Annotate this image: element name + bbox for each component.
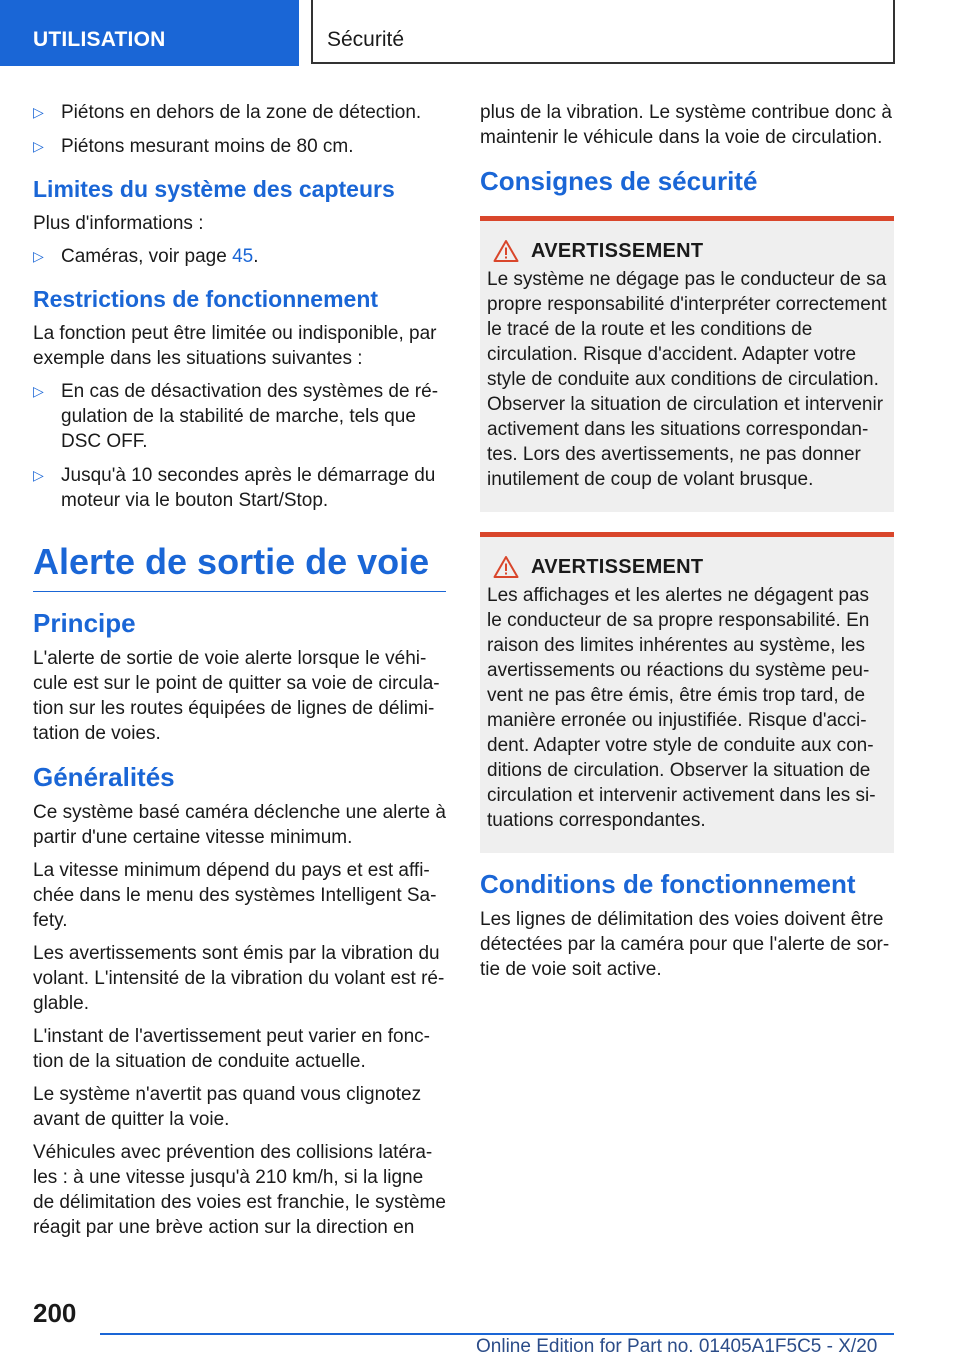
warning-box bbox=[480, 532, 894, 853]
heading-principle: Principe bbox=[33, 608, 136, 638]
conditions-text: Les lignes de délimitation des voies doivent être détectées par la caméra pour que l'alerte de sortie de voie soit active. bbox=[480, 909, 890, 980]
general-paragraph: Le système n'avertit pas quand vous clignotez avant de quitter la voie. bbox=[33, 1084, 422, 1130]
section-tab: UTILISATION bbox=[0, 0, 299, 66]
left-column bbox=[33, 100, 446, 1248]
warning-text: Le système ne dégage pas le conducteur de sa propre responsabilité d'interpréter correctement le tracé de la route et les conditions de circulation. Risque d'accident. Adapter votre style de conduite aux conditions de circulation. Observer la situation de circulation et intervenir activement dans les situations correspondantes. Lors des avertissements, ne pas donner inutilement de coup de volant brusque. bbox=[487, 269, 887, 490]
warning-title: AVERTISSEMENT bbox=[531, 239, 704, 262]
list-item: ▷ Jusqu'à 10 secondes après le démarrage du moteur via le bouton Start/Stop. bbox=[33, 465, 436, 511]
heading-safety-instructions: Consignes de sécurité bbox=[480, 166, 758, 196]
page-number: 200 bbox=[33, 1298, 77, 1328]
chapter-title: Sécurité bbox=[311, 0, 895, 64]
triangle-bullet-icon: ▷ bbox=[33, 248, 44, 264]
triangle-bullet-icon: ▷ bbox=[33, 104, 44, 120]
bullet-list-restrictions bbox=[33, 379, 446, 513]
bullet-list-cameras bbox=[33, 244, 446, 269]
list-item: ▷ En cas de désactivation des systèmes de régulation de la stabilité de marche, tels que DSC OFF. bbox=[33, 381, 439, 452]
heading-restrictions: Restrictions de fonctionnement bbox=[33, 286, 379, 312]
general-paragraph: La vitesse minimum dépend du pays et est affichée dans le menu des systèmes Intelligent Safety. bbox=[33, 860, 437, 931]
heading-sensor-limits: Limites du système des capteurs bbox=[33, 176, 395, 202]
triangle-bullet-icon: ▷ bbox=[33, 138, 44, 154]
continued-text: plus de la vibration. Le système contribue donc à maintenir le véhicule dans la voie de circulation. bbox=[480, 102, 892, 148]
list-item: ▷ Piétons mesurant moins de 80 cm. bbox=[33, 136, 354, 157]
right-column bbox=[480, 100, 894, 990]
general-paragraph: Ce système basé caméra déclenche une alerte à partir d'une certaine vitesse minimum. bbox=[33, 802, 446, 848]
warning-header bbox=[487, 239, 887, 263]
warning-box bbox=[480, 216, 894, 512]
bullet-list-pedestrians bbox=[33, 100, 446, 159]
triangle-bullet-icon: ▷ bbox=[33, 383, 44, 399]
warning-title: AVERTISSEMENT bbox=[531, 555, 704, 578]
general-paragraph: Véhicules avec prévention des collisions latérales : à une vitesse jusqu'à 210 km/h, si la ligne de délimitation des voies est franchie, le système réagit par une brève action sur la direction en bbox=[33, 1142, 446, 1238]
warning-triangle-icon bbox=[493, 555, 519, 579]
footer-divider bbox=[100, 1333, 894, 1335]
heading-operating-conditions: Conditions de fonctionnement bbox=[480, 869, 856, 899]
more-info-text: Plus d'informations : bbox=[33, 213, 204, 234]
warning-triangle-icon bbox=[493, 239, 519, 263]
warning-text: Les affichages et les alertes ne dégagent pas le conducteur de sa propre responsabilité. En raison des limites inhérentes au système, les avertissements ou réactions du système peuvent ne pas être émis, être émis trop tard, de manière erronée ou injustifiée. Risque d'accident. Adapter votre style de conduite aux conditions de circulation. Observer la situation de circulation et intervenir activement dans les situations correspondantes. bbox=[487, 585, 876, 831]
list-item: ▷ Caméras, voir page 45. bbox=[33, 246, 259, 267]
restrictions-text: La fonction peut être limitée ou indisponible, par exemple dans les situations suivantes : bbox=[33, 323, 437, 369]
general-paragraph: Les avertissements sont émis par la vibration du volant. L'intensité de la vibration du volant est réglable. bbox=[33, 943, 445, 1014]
page-link[interactable]: 45 bbox=[232, 246, 254, 267]
heading-general: Généralités bbox=[33, 762, 175, 792]
list-item: ▷ Piétons en dehors de la zone de détection. bbox=[33, 102, 422, 123]
triangle-bullet-icon: ▷ bbox=[33, 467, 44, 483]
section-title-lane-departure: Alerte de sortie de voie bbox=[33, 541, 446, 592]
warning-header bbox=[487, 555, 887, 579]
page-header bbox=[0, 0, 960, 66]
footer-edition: Online Edition for Part no. 01405A1F5C5 - X/20 bbox=[476, 1336, 878, 1357]
principle-text: L'alerte de sortie de voie alerte lorsque le véhicule est sur le point de quitter sa voie de circulation sur les routes équipées de lignes de délimitation de voies. bbox=[33, 648, 440, 744]
general-paragraph: L'instant de l'avertissement peut varier en fonction de la situation de conduite actuelle. bbox=[33, 1026, 430, 1072]
